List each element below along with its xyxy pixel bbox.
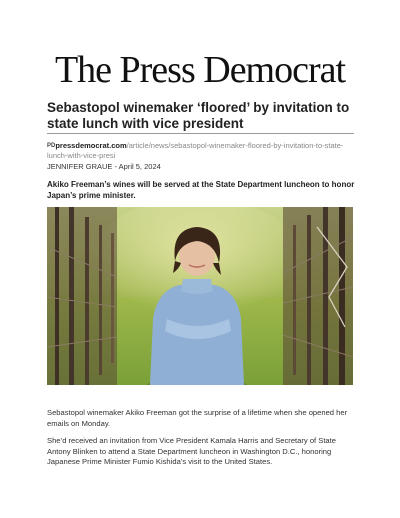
headline-divider — [47, 133, 354, 134]
article-photo — [47, 207, 353, 385]
article-headline: Sebastopol winemaker ‘floored’ by invitation to state lunch with vice president — [47, 100, 350, 131]
article-dek: Akiko Freeman’s wines will be served at the State Department luncheon to honor Japan’s prime minister. — [47, 180, 355, 200]
url-path: /article/news/sebastopol-winemaker-floored-by-invitation-to-state-lunch-with-vice-presi — [47, 141, 344, 160]
byline: JENNIFER GRAUE - April 5, 2024 — [47, 162, 161, 171]
masthead-logo: The Press Democrat — [54, 49, 346, 91]
article-url[interactable] — [47, 141, 357, 161]
source-badge: PD — [47, 143, 56, 149]
article-paragraph: Sebastopol winemaker Akiko Freeman got the surprise of a lifetime when she opened her emails on Monday. — [47, 408, 348, 428]
source-domain: pressdemocrat.com — [55, 141, 127, 150]
article-paragraph: She’d received an invitation from Vice President Kamala Harris and Secretary of State Antony Blinken to attend a State Department luncheon in Washington D.C., honoring Japanese Prime Minister Fumio Kishida’s visit to the United States. — [47, 436, 336, 466]
